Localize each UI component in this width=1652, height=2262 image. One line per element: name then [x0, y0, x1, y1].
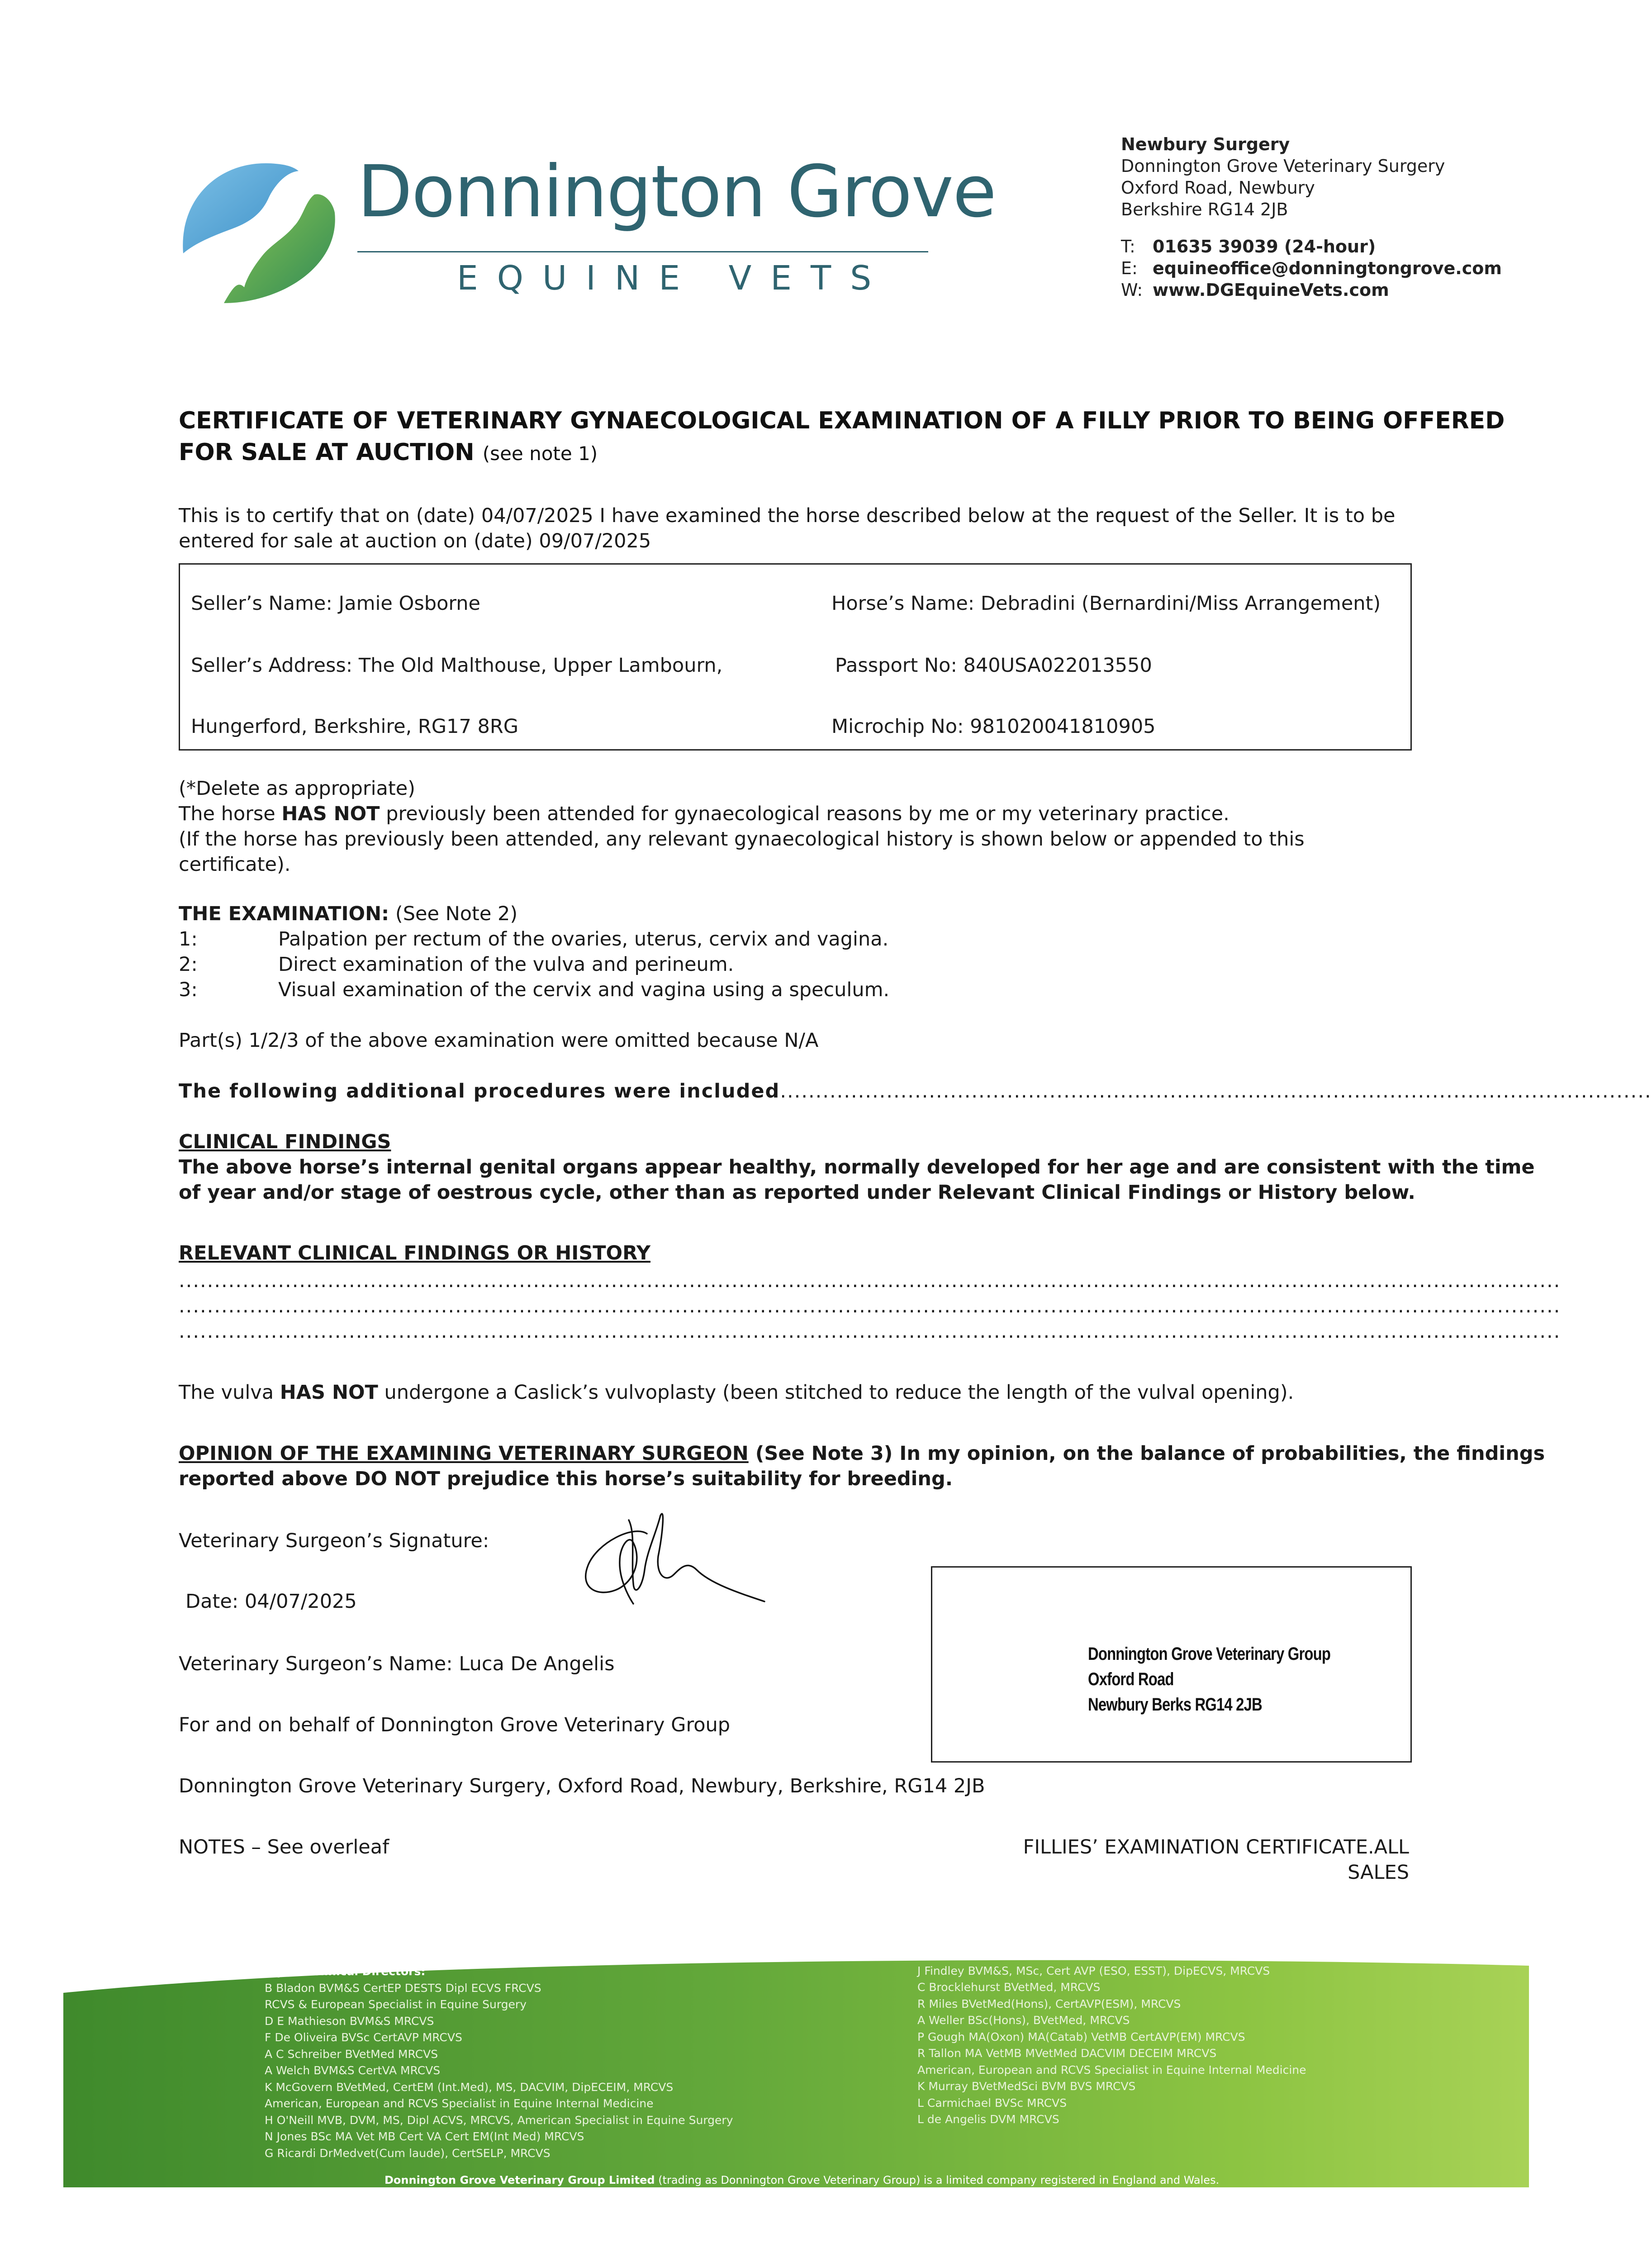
company-registration-note: Donnington Grove Veterinary Group Limited (trading as Donnington Grove Veterinary Group) is a limited company registered in England and Wales. — [385, 2174, 1220, 2186]
on-behalf-of: For and on behalf of Donnington Grove Veterinary Group — [179, 1714, 731, 1736]
office-title: Newbury Surgery — [1121, 134, 1290, 154]
tel-number: 01635 39039 (24-hour) — [1153, 237, 1376, 257]
signature-date: Date: 04/07/2025 — [185, 1590, 357, 1613]
vulva-statement: The vulva HAS NOT undergone a Caslick’s vulvoplasty (been stitched to reduce the length of the vulval opening). — [179, 1381, 1294, 1404]
address-line: Berkshire RG14 2JB — [1121, 200, 1288, 219]
clinical-findings-heading: CLINICAL FINDINGS — [179, 1131, 391, 1153]
opinion-heading: OPINION OF THE EXAMINING VETERINARY SURGEON — [179, 1442, 749, 1465]
associates-list: Associates: J Findley BVM&S, MSc, Cert AVP (ESO, ESST), DipECVS, MRCVS C Brocklehurst BVetMed, MRCVS R Miles BVetMed(Hons), CertAVP(ESM), MRCVS A Weller BSc(Hons), BVetMed, MRCVS P Gough MA(Oxon) MA(Catab) VetMB CertAVP(EM) MRCVS R Tallon MA VetMB MVetMed DACVIM DECEIM MRCVS American, European and RCVS Specialist in Equine Internal Medicine K Murray BVetMedSci BVM BVS MRCVS L Carmichael BVSc MRCVS L de Angelis DVM MRCVS — [917, 1948, 1306, 2126]
exam-item: 2: Direct examination of the vulva and perineum. — [179, 953, 734, 976]
clinical-findings: CLINICAL FINDINGS The above horse’s internal genital organs appear healthy, normally developed for her age and are consistent with the time of year and/or stage of oestrous cycle, other than as reported under Relevant Clinical Findings or History below. — [179, 1129, 1427, 1205]
seller-name: Seller’s Name: Jamie Osborne — [191, 592, 481, 615]
attended-status: HAS NOT — [281, 803, 380, 825]
additional-procedures: The following additional procedures were included........................................................................................................................... — [179, 1080, 1652, 1102]
microchip-number: Microchip No: 981020041810905 — [831, 715, 1156, 738]
surgery-address: Donnington Grove Veterinary Surgery, Oxford Road, Newbury, Berkshire, RG14 2JB — [179, 1775, 985, 1797]
relevant-findings-lines: ................................................................................................................................................................................................... ................................................................................................................................................................................................... ................................................................................................................................................................................................... — [179, 1269, 1561, 1343]
exam-item: 3: Visual examination of the cervix and vagina using a speculum. — [179, 979, 890, 1001]
address-line: Donnington Grove Veterinary Surgery — [1121, 156, 1445, 176]
seller-address-line1: Seller’s Address: The Old Malthouse, Upper Lambourn, — [191, 654, 723, 677]
examination-heading: THE EXAMINATION: — [179, 903, 389, 925]
practice-stamp: Donnington Grove Veterinary Group Oxford Road Newbury Berks RG14 2JB — [1088, 1644, 1331, 1715]
form-reference: FILLIES’ EXAMINATION CERTIFICATE.ALL SALES — [1023, 1836, 1409, 1884]
tel-label: T: — [1121, 237, 1135, 257]
clinical-directors-list: Equine Clinical Directors: B Bladon BVM&S CertEP DESTS Dipl ECVS FRCVS RCVS & European Specialist in Equine Surgery D E Mathieson BVM&S MRCVS F De Oliveira BVSc CertAVP MRCVS A C Schreiber BVetMed MRCVS A Welch BVM&S CertVA MRCVS K McGovern BVetMed, CertEM (Int.Med), MS, DACVIM, DipECEIM, MRCVS American, European and RCVS Specialist in Equine Internal Medicine H O'Neill MVB, DVM, MS, Dipl ACVS, MRCVS, American Specialist in Equine Surgery N Jones BSc MA Vet MB Cert VA Cert EM(Int Med) MRCVS G Ricardi DrMedvet(Cum laude), CertSELP, MRCVS — [265, 1965, 733, 2160]
address-line: Oxford Road, Newbury — [1121, 178, 1315, 198]
passport-number: Passport No: 840USA022013550 — [835, 654, 1152, 677]
email-label: E: — [1121, 258, 1138, 278]
signature-label: Veterinary Surgeon’s Signature: — [179, 1530, 489, 1552]
notes-reference: NOTES – See overleaf — [179, 1836, 389, 1858]
certificate-title: CERTIFICATE OF VETERINARY GYNAECOLOGICAL EXAMINATION OF A FILLY PRIOR TO BEING OFFERED FOR SALE AT AUCTION (see note 1) — [179, 407, 1505, 466]
practice-address-block — [1121, 133, 1502, 301]
intro-paragraph: This is to certify that on (date) 04/07/2025 I have examined the horse described below at the request of the Seller. It is to be entered for sale at auction on (date) 09/07/2025 — [179, 504, 1396, 552]
exam-item: 1: Palpation per rectum of the ovaries, uterus, cervix and vagina. — [179, 928, 889, 950]
horse-details-box — [179, 563, 1412, 751]
website-link[interactable]: www.DGEquineVets.com — [1153, 280, 1389, 300]
title-note: (see note 1) — [482, 442, 598, 465]
surgeon-name: Veterinary Surgeon’s Name: Luca De Angelis — [179, 1653, 615, 1675]
examination-section: THE EXAMINATION: (See Note 2) 1: Palpation per rectum of the ovaries, uterus, cervix and vagina. 2: Direct examination of the vulva and perineum. 3: Visual examination of the cervix and vagina using a speculum. — [179, 901, 1427, 1003]
history-paragraph: (*Delete as appropriate) The horse HAS NOT previously been attended for gynaecological reasons by me or my veterinary practice. (If the horse has previously been attended, any relevant gynaecological history is shown below or appended to this certificate). — [179, 777, 1305, 876]
seller-address-line2: Hungerford, Berkshire, RG17 8RG — [191, 715, 519, 738]
relevant-findings-heading: RELEVANT CLINICAL FINDINGS OR HISTORY — [179, 1242, 650, 1264]
opinion-section: OPINION OF THE EXAMINING VETERINARY SURGEON (See Note 3) In my opinion, on the balance of probabilities, the findings reported above DO NOT prejudice this horse’s suitability for breeding. — [179, 1442, 1545, 1490]
web-label: W: — [1121, 280, 1143, 300]
footer-green-band — [0, 1941, 1598, 2203]
brand-name: Donnington Grove — [357, 150, 996, 233]
brand-subtitle: EQUINE VETS — [457, 259, 891, 298]
brand-divider — [357, 251, 928, 252]
vulva-status: HAS NOT — [280, 1381, 378, 1404]
omitted-parts: Part(s) 1/2/3 of the above examination were omitted because N/A — [179, 1029, 819, 1052]
horse-name: Horse’s Name: Debradini (Bernardini/Miss Arrangement) — [831, 592, 1381, 615]
email-link[interactable]: equineoffice@donningtongrove.com — [1153, 258, 1502, 278]
brand-logo-horse-icon — [179, 158, 369, 308]
